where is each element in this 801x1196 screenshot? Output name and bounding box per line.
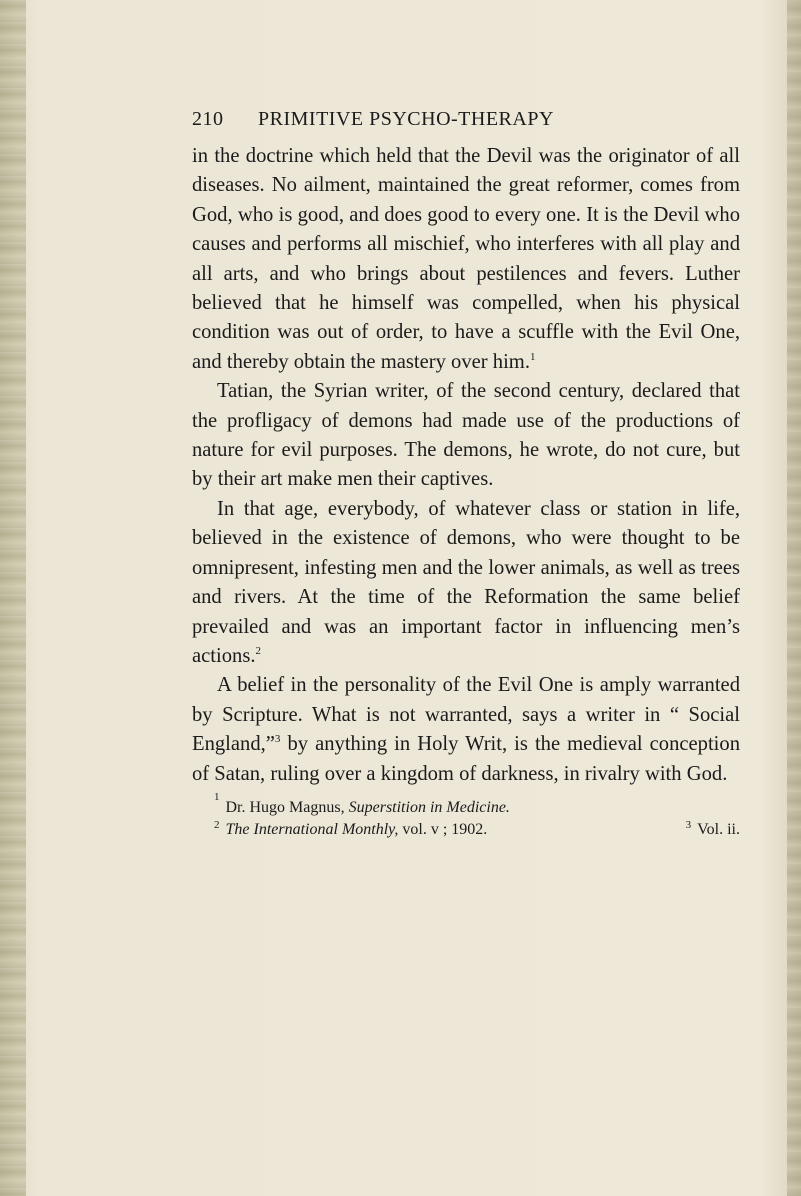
footnotes [192,790,740,841]
footnote-mark: 1 [214,790,220,803]
paragraph [192,495,740,671]
footnote-ref: 1 [529,350,536,363]
footnote-text [226,797,510,819]
footnote [214,819,487,841]
page-edge-left [0,0,26,1196]
paragraph [192,377,740,495]
footnote-ref: 2 [255,645,261,658]
footnote-author: Dr. Hugo Magnus, [225,798,349,816]
footnote-text: vol. v ; 1902. [398,820,488,838]
paragraph [192,671,740,789]
paragraph [192,142,740,377]
running-head [192,108,740,136]
footnote-work: Superstition in Medicine. [348,798,510,816]
paragraph-text: Tatian, the Syrian writer, of the second century, declared that the profligacy of demons had made use of the productions of nature for evil purposes. The demons, he wrote, do not cure, but by their art make men their captives. [192,380,740,491]
footnote-text: Vol. ii. [697,820,740,838]
footnote-row [192,819,740,841]
footnote-mark: 3 [685,818,692,831]
page-number: 210 [192,108,224,130]
footnote-work: The International Monthly, [225,820,399,838]
footnote [192,790,740,819]
paragraph-text: A belief in the personality of the Evil One is amply warranted by Scripture. What is not warranted, says a writer in “ Social England,” [192,674,740,756]
footnote-ref: 3 [274,733,281,746]
paragraph-text: by anything in Holy Writ, is the medieval conception of Satan, ruling over a kingdom of darkness, in rivalry with God. [192,733,740,785]
text-block [192,108,740,841]
footnote [686,819,740,841]
page-edge-right [787,0,801,1196]
paragraph-text: In that age, everybody, of whatever class or station in life, believed in the existence of demons, who were thought to be omnipresent, infesting men and the lower animals, as well as trees and rivers. At the time of the Reformation the same belief prevailed and was an important factor in influencing men’s actions. [192,497,740,667]
footnote-mark: 2 [214,818,220,831]
running-head-title: PRIMITIVE PSYCHO-THERAPY [258,108,554,130]
paragraph-text: in the doctrine which held that the Devil was the originator of all diseases. No ailment, maintained the great reformer, comes from God, who is good, and does good to every one. It is the Devil who causes and performs all mischief, who interferes with all play and all arts, and who brings about pestilences and fevers. Luther believed that he himself was compelled, when his physical condition was out of order, to have a scuffle with the Evil One, and thereby obtain the mastery over him. [192,145,740,373]
